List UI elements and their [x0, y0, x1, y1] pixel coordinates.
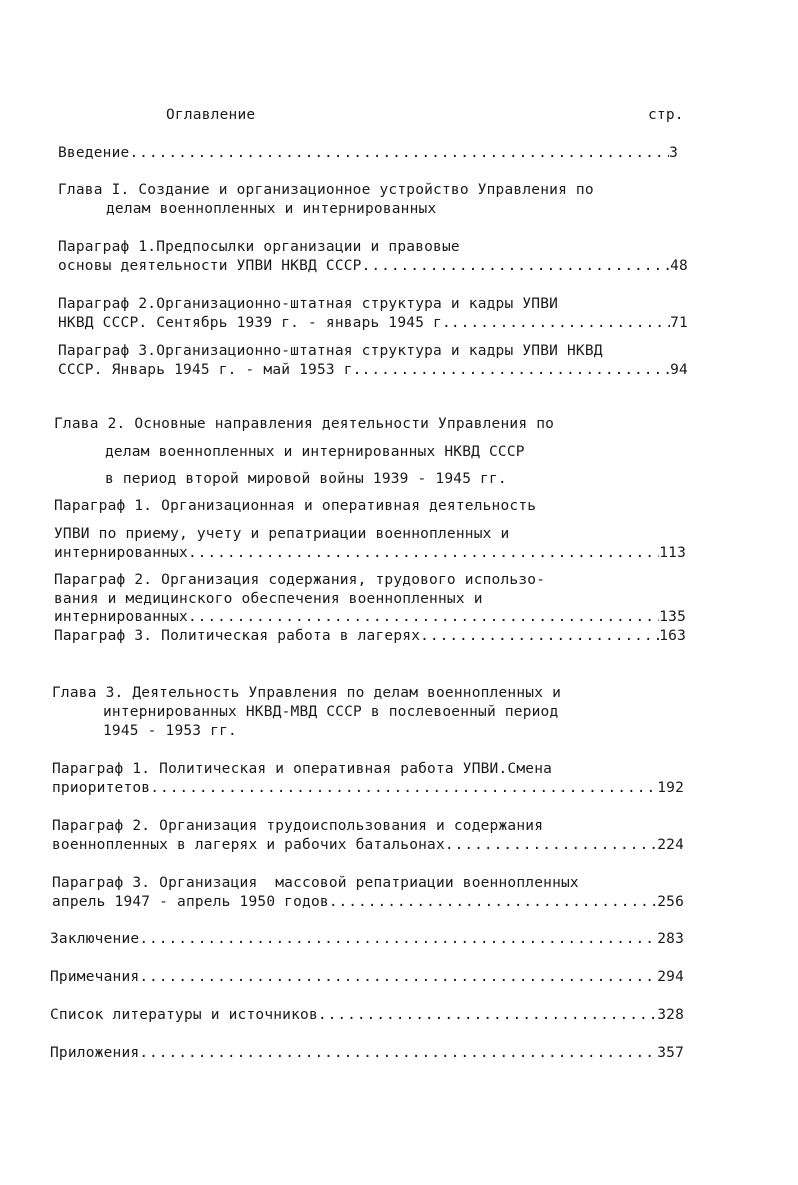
- entry-page: 357: [657, 1045, 684, 1061]
- toc-title: Оглавление: [166, 107, 256, 123]
- dot-leader: [188, 544, 659, 562]
- entry-label: военнопленных в лагерях и рабочих батальонах: [52, 837, 445, 853]
- entry-page: 283: [657, 931, 684, 947]
- entry-label: приоритетов: [52, 780, 151, 796]
- entry-label: Приложения: [50, 1045, 140, 1061]
- toc-entry-conclusion: [50, 930, 684, 948]
- toc-entry-chapter3-paragraph1: [52, 779, 684, 797]
- dot-leader: [129, 144, 669, 162]
- toc-entry-chapter1-paragraph1: [58, 257, 688, 275]
- chapter2-paragraph1-title-cont: УПВИ по приему, учету и репатриации военнопленных и: [54, 526, 510, 542]
- chapter3-paragraph3-title: Параграф 3. Организация массовой репатриации военнопленных: [52, 875, 579, 891]
- toc-entry-chapter2-paragraph1: [54, 544, 686, 562]
- entry-page: 256: [657, 894, 684, 910]
- entry-label: НКВД СССР. Сентябрь 1939 г. - январь 1945 г.: [58, 315, 451, 331]
- chapter2-heading-cont2: в период второй мировой войны 1939 - 1945 гг.: [105, 471, 507, 487]
- entry-label: Список литературы и источников: [50, 1007, 318, 1023]
- chapter2-paragraph2-title-cont: вания и медицинского обеспечения военнопленных и: [54, 591, 483, 607]
- dot-leader: [451, 314, 670, 332]
- chapter1-heading-cont: делам военнопленных и интернированных: [106, 201, 437, 217]
- toc-entry-notes: [50, 968, 684, 986]
- toc-entry-introduction: [58, 144, 678, 162]
- dot-leader: [139, 1044, 657, 1062]
- entry-page: 94: [670, 362, 688, 378]
- toc-entry-chapter1-paragraph3: [58, 361, 688, 379]
- entry-page: 163: [659, 628, 686, 644]
- entry-page: 328: [657, 1007, 684, 1023]
- entry-page: 224: [657, 837, 684, 853]
- dot-leader: [362, 361, 671, 379]
- chapter3-paragraph2-title: Параграф 2. Организация трудоиспользования и содержания: [52, 818, 544, 834]
- entry-label: Введение: [58, 145, 130, 161]
- toc-entry-chapter3-paragraph3: [52, 893, 684, 911]
- entry-label: интернированных: [54, 609, 188, 625]
- dot-leader: [318, 1006, 657, 1024]
- chapter2-heading-cont: делам военнопленных и интернированных НКВД СССР: [105, 444, 525, 460]
- chapter3-heading: Глава 3. Деятельность Управления по делам военнопленных и: [52, 685, 561, 701]
- toc-entry-chapter3-paragraph2: [52, 836, 684, 854]
- dot-leader: [139, 968, 657, 986]
- toc-entry-chapter2-paragraph2: [54, 608, 686, 626]
- chapter3-paragraph1-title: Параграф 1. Политическая и оперативная работа УПВИ.Смена: [52, 761, 553, 777]
- dot-leader: [150, 779, 657, 797]
- entry-page: 113: [659, 545, 686, 561]
- entry-label: Примечания: [50, 969, 140, 985]
- chapter1-heading: Глава I. Создание и организационное устройство Управления по: [58, 182, 594, 198]
- entry-label: интернированных: [54, 545, 188, 561]
- toc-entry-literature: [50, 1006, 684, 1024]
- toc-entry-appendices: [50, 1044, 684, 1062]
- chapter1-paragraph1-title: Параграф 1.Предпосылки организации и правовые: [58, 239, 460, 255]
- page-column-label: стр.: [648, 107, 684, 123]
- chapter3-heading-cont: интернированных НКВД-МВД СССР в послевоенный период: [103, 704, 559, 720]
- entry-page: 135: [659, 609, 686, 625]
- chapter1-paragraph2-title: Параграф 2.Организационно-штатная структура и кадры УПВИ: [58, 296, 559, 312]
- toc-entry-chapter1-paragraph2: [58, 314, 688, 332]
- entry-label: апрель 1947 - апрель 1950 годов: [52, 894, 329, 910]
- entry-page: 71: [670, 315, 688, 331]
- dot-leader: [329, 893, 657, 911]
- toc-entry-chapter2-paragraph3: [54, 627, 686, 645]
- entry-label: СССР. Январь 1945 г. - май 1953 г.: [58, 362, 362, 378]
- entry-label: Параграф 3. Политическая работа в лагерях: [54, 628, 421, 644]
- chapter3-heading-cont2: 1945 - 1953 гг.: [103, 723, 237, 739]
- dot-leader: [188, 608, 659, 626]
- entry-label: основы деятельности УПВИ НКВД СССР: [58, 258, 362, 274]
- dot-leader: [139, 930, 657, 948]
- dot-leader: [445, 836, 657, 854]
- chapter2-paragraph2-title: Параграф 2. Организация содержания, трудового использо-: [54, 572, 546, 588]
- chapter1-paragraph3-title: Параграф 3.Организационно-штатная структура и кадры УПВИ НКВД: [58, 343, 603, 359]
- dot-leader: [420, 627, 659, 645]
- entry-page: 294: [657, 969, 684, 985]
- entry-page: 192: [657, 780, 684, 796]
- entry-page: 3: [669, 145, 678, 161]
- entry-label: Заключение: [50, 931, 140, 947]
- entry-page: 48: [670, 258, 688, 274]
- chapter2-heading: Глава 2. Основные направления деятельности Управления по: [54, 416, 555, 432]
- chapter2-paragraph1-title: Параграф 1. Организационная и оперативная деятельность: [54, 498, 537, 514]
- dot-leader: [362, 257, 671, 275]
